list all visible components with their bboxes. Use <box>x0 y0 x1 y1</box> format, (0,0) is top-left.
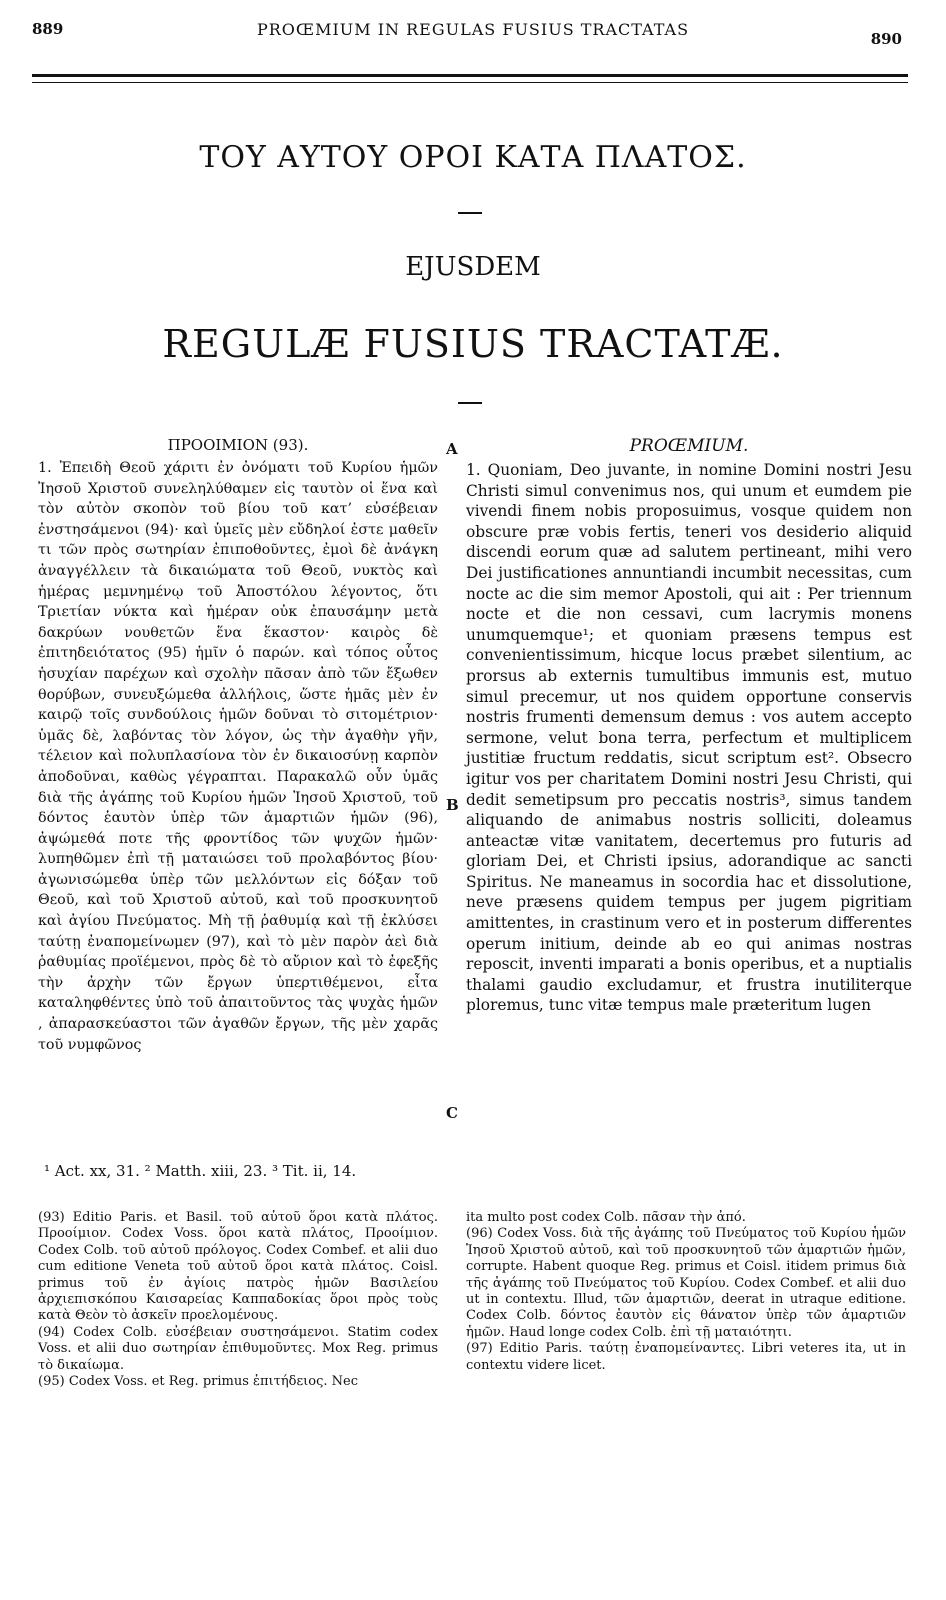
footnotes-left <box>38 1210 438 1390</box>
page-number-right: 890 <box>870 30 902 48</box>
scripture-references: ¹ Act. xx, 31. ² Matth. xiii, 23. ³ Tit. ii, 14. <box>44 1162 357 1180</box>
greek-column <box>38 436 438 1055</box>
footnote: (94) Codex Colb. εὐσέβειαν συστησάμενοι. Statim codex Voss. et alii duo σωτηρίαν ἐπιθυμοῦντες. Mox Reg. primus τὸ δικαίωμα. <box>38 1324 438 1373</box>
margin-letter-c: C <box>446 1104 458 1122</box>
latin-subtitle: EJUSDEM <box>405 252 541 282</box>
title-divider-lower <box>458 402 482 404</box>
title-divider <box>458 212 482 214</box>
running-header <box>0 20 946 46</box>
page-number-left: 889 <box>32 20 64 38</box>
footnote: (95) Codex Voss. et Reg. primus ἐπιτήδειος. Nec <box>38 1374 358 1390</box>
header-rule-thick <box>32 74 908 77</box>
header-rule-thin <box>32 82 908 83</box>
footnote: (96) Codex Voss. διὰ τῆς ἀγάπης τοῦ Πνεύματος τοῦ Κυρίου ἡμῶν Ἰησοῦ Χριστοῦ αὐτοῦ, καὶ τοῦ προσκυνητοῦ τῶν ἁμαρτιῶν ἡμῶν, corrupte. Habent quoque Reg. primus et Coisl. itidem primus διὰ τῆς ἀγάπης τοῦ Πνεύματος τοῦ Κυρίου. Codex Combef. et alii duo ut in contextu. Illud, τῶν ἁμαρτιῶν, deerat in utraque editione. Codex Colb. δόντος ἑαυτὸν εἰς θάνατον ὑπὲρ τῶν ἁμαρτιῶν ἡμῶν. Haud longe codex Colb. ἐπὶ τῇ ματαιότητι. <box>466 1226 906 1340</box>
running-title: PROŒMIUM IN REGULAS FUSIUS TRACTATAS <box>256 20 690 39</box>
greek-text: 1. Ἐπειδὴ Θεοῦ χάριτι ἐν ὀνόματι τοῦ Κυρίου ἡμῶν Ἰησοῦ Χριστοῦ συνεληλύθαμεν εἰς ταυτὸν οἱ ἕνα καὶ τὸν αὐτὸν σκοπὸν τοῦ βίου τοῦ κατ’ εὐσέβειαν ἐνστησάμενοι (94)· καὶ ὑμεῖς μὲν εὔδηλοί ἐστε μαθεῖν τι τῶν πρὸς σωτηρίαν ἐπιποθοῦντες, ἐμοὶ δὲ ἀνάγκη ἀναγγέλλειν τὰ δικαιώματα τοῦ Θεοῦ, νυκτὸς καὶ ἡμέρας μεμνημένῳ τοῦ Ἀποστόλου λέγοντος, ὅτι Τριετίαν νύκτα καὶ ἡμέραν οὐκ ἐπαυσάμην μετὰ δακρύων νουθετῶν ἕνα ἕκαστον· καιρὸς δὲ ἐπιτηδειότατος (95) ἡμῖν ὁ παρών. καὶ τόπος οὗτος ἡσυχίαν παρέχων καὶ σχολὴν πᾶσαν ἀπὸ τῶν ἔξωθεν θορύβων, συνευξώμεθα ἀλλήλοις, ὥστε ἡμᾶς μὲν ἐν καιρῷ τοῖς συνδούλοις ἡμῶν δοῦναι τὸ σιτομέτριον· ὑμᾶς δὲ, λαβόντας τὸν λόγον, ὡς τὴν ἀγαθὴν γῆν, τέλειον καὶ πολυπλασίονα τὸν ἐν δικαιοσύνῃ καρπὸν ἀποδοῦναι, καθὼς γέγραπται. Παρακαλῶ οὖν ὑμᾶς διὰ τῆς ἀγάπης τοῦ Κυρίου ἡμῶν Ἰησοῦ Χριστοῦ, τοῦ δόντος ἑαυτὸν ὑπὲρ τῶν ἁμαρτιῶν ἡμῶν (96), ἀψώμεθά ποτε τῆς φροντίδος τῶν ψυχῶν ἡμῶν· λυπηθῶμεν ἐπὶ τῇ ματαιώσει τοῦ προλαβόντος βίου· ἀγωνισώμεθα ὑπὲρ τῶν μελλόντων εἰς δόξαν τοῦ Θεοῦ, καὶ τοῦ Χριστοῦ αὐτοῦ, καὶ τοῦ προσκυνητοῦ καὶ ἁγίου Πνεύματος. Μὴ τῇ ῥαθυμίᾳ καὶ τῇ ἐκλύσει ταύτῃ ἐναπομείνωμεν (97), καὶ τὸ μὲν παρὸν ἀεὶ διὰ ῥαθυμίας προϊέμενοι, πρὸς δὲ τὸ αὔριον καὶ τὸ ἐφεξῆς τὴν ἀρχὴν τῶν ἔργων ὑπερτιθέμενοι, εἶτα καταληφθέντες ὑπὸ τοῦ ἀπαιτοῦντος τὰς ψυχὰς ἡμῶν , ἀπαρασκεύαστοι τῶν ἀγαθῶν ἔργων, τῆς μὲν χαρᾶς τοῦ νυμφῶνος <box>38 460 438 1053</box>
latin-column <box>466 436 912 1016</box>
margin-letter-b: B <box>446 796 459 814</box>
latin-section-heading: PROŒMIUM. <box>629 436 749 456</box>
margin-letter-a: A <box>446 440 458 458</box>
latin-title: REGULÆ FUSIUS TRACTATÆ. <box>162 322 784 366</box>
greek-section-heading: ΠΡΟΟΙΜΙΟΝ (93). <box>167 436 309 454</box>
latin-text: 1. Quoniam, Deo juvante, in nomine Domini nostri Jesu Christi simul convenimus nos, qui unum et eumdem pie vivendi finem nobis proposuimus, vosque quidem non obscure præ vobis fertis, teneri vos desiderio aliquid discendi eorum quæ ad salutem pertineant, mihi vero Dei justificationes annuntiandi incumbit necessitas, cum nocte ac die sim memor Apostoli, qui ait : Per triennum nocte et die non cessavi, cum lacrymis monens unumquemque¹; et quoniam præsens tempus est convenientissimum, hicque locus præbet silentium, ac prorsus ab externis tumultibus immunis est, mutuo simul precemur, ut nos quidem opportune conservis nostris frumenti demensum demus : vos autem accepto sermone, velut bona terra, perfectum et multiplicem justitiæ fructum reddatis, sicut scriptum est². Obsecro igitur vos per charitatem Domini nostri Jesu Christi, qui dedit semetipsum pro peccatis nostris³, simus tandem aliquando de animabus nostris solliciti, doleamus anteactæ vitæ vanitatem, decertemus pro futuris ad gloriam Dei, et Christi ipsius, adorandique ac sancti Spiritus. Ne maneamus in socordia hac et dissolutione, neve præsens quidem tempus per jugem pigritiam amittentes, in crastinum vero et in posterum differentes operum initium, deinde ab eo qui animas nostras reposcit, inventi imparati a bonis operibus, et a nuptialis thalami gaudio excludamur, et frustra inutiliterque ploremus, tunc vitæ tempus male præteritum lugen <box>466 461 912 1015</box>
footnotes-right <box>466 1210 906 1374</box>
greek-title: ΤΟΥ ΑΥΤΟΥ ΟΡΟΙ ΚΑΤΑ ΠΛΑΤΟΣ. <box>199 140 747 175</box>
footnote: ita multo post codex Colb. πᾶσαν τὴν ἀπό. <box>466 1210 746 1225</box>
footnote: (97) Editio Paris. ταύτῃ ἐναπομείναντες. Libri veteres ita, ut in contextu videre licet. <box>466 1341 906 1373</box>
footnote: (93) Editio Paris. et Basil. τοῦ αὐτοῦ ὅροι κατὰ πλάτος. Προοίμιον. Codex Voss. ὅροι κατὰ πλάτος, Προοίμιον. Codex Colb. τοῦ αὐτοῦ πρόλογος. Codex Combef. et alii duo cum editione Veneta τοῦ αὐτοῦ ὅροι κατὰ πλάτος. Coisl. primus τοῦ ἐν ἁγίοις πατρὸς ἡμῶν Βασιλείου ἀρχιεπισκόπου Καισαρείας Καππαδοκίας ὅροι πρὸς τοὺς κατὰ Θεὸν τὸ ἀσκεῖν προελομένους. <box>38 1210 438 1324</box>
